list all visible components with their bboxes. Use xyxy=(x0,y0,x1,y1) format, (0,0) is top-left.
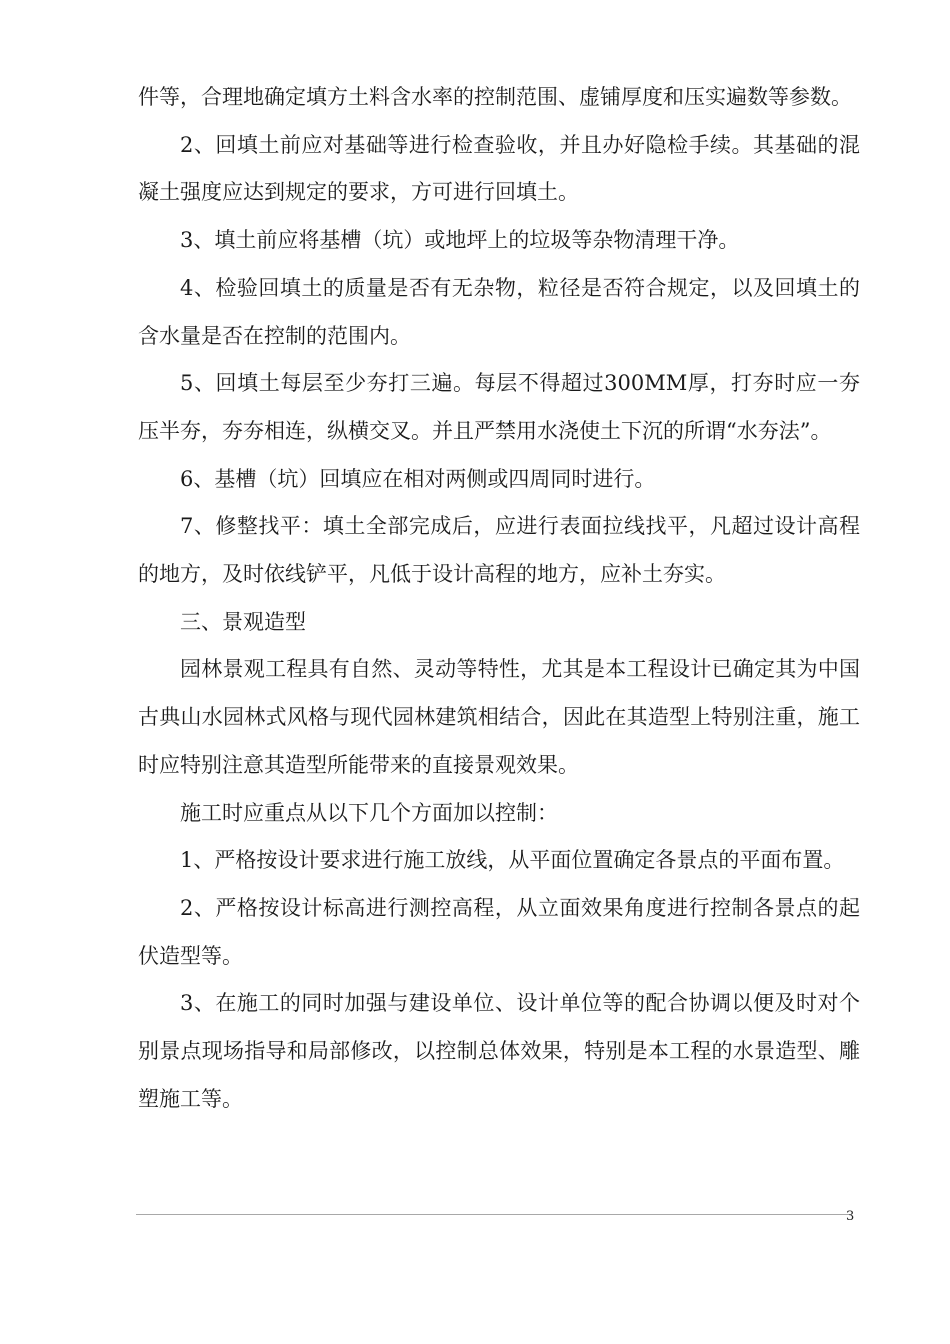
body-text xyxy=(138,74,860,1123)
paragraph-lead: 施工时应重点从以下几个方面加以控制： xyxy=(180,800,558,825)
paragraph-item-7: 7、修整找平：填土全部完成后，应进行表面拉线找平，凡超过设计高程的地方，及时依线铲平，凡低于设计高程的地方，应补土夯实。 xyxy=(138,514,860,587)
paragraph-item-5: 5、回填土每层至少夯打三遍。每层不得超过300MM厚，打夯时应一夯压半夯，夯夯相连，纵横交叉。并且严禁用水浇使土下沉的所谓“水夯法”。 xyxy=(138,371,860,443)
footer-divider xyxy=(136,1214,850,1215)
paragraph-intro: 园林景观工程具有自然、灵动等特性，尤其是本工程设计已确定其为中国古典山水园林式风格与现代园林建筑相结合，因此在其造型上特别注重，施工时应特别注意其造型所能带来的直接景观效果。 xyxy=(138,657,860,777)
section-heading: 三、景观造型 xyxy=(180,609,306,634)
paragraph-control-1: 1、严格按设计要求进行施工放线，从平面位置确定各景点的平面布置。 xyxy=(180,848,845,873)
paragraph-control-2: 2、严格按设计标高进行测控高程，从立面效果角度进行控制各景点的起伏造型等。 xyxy=(138,895,860,968)
paragraph-item-2: 2、回填土前应对基础等进行检查验收，并且办好隐检手续。其基础的混凝土强度应达到规定的要求，方可进行回填土。 xyxy=(138,132,860,205)
paragraph-item-3: 3、填土前应将基槽（坑）或地坪上的垃圾等杂物清理干净。 xyxy=(180,228,740,253)
paragraph-continuation: 件等，合理地确定填方土料含水率的控制范围、虚铺厚度和压实遍数等参数。 xyxy=(138,85,852,109)
page-number: 3 xyxy=(846,1209,855,1224)
paragraph-item-6: 6、基槽（坑）回填应在相对两侧或四周同时进行。 xyxy=(180,466,656,491)
paragraph-control-3: 3、在施工的同时加强与建设单位、设计单位等的配合协调以便及时对个别景点现场指导和局部修改，以控制总体效果，特别是本工程的水景造型、雕塑施工等。 xyxy=(138,991,860,1111)
paragraph-item-4: 4、检验回填土的质量是否有无杂物，粒径是否符合规定，以及回填土的含水量是否在控制的范围内。 xyxy=(138,275,860,348)
